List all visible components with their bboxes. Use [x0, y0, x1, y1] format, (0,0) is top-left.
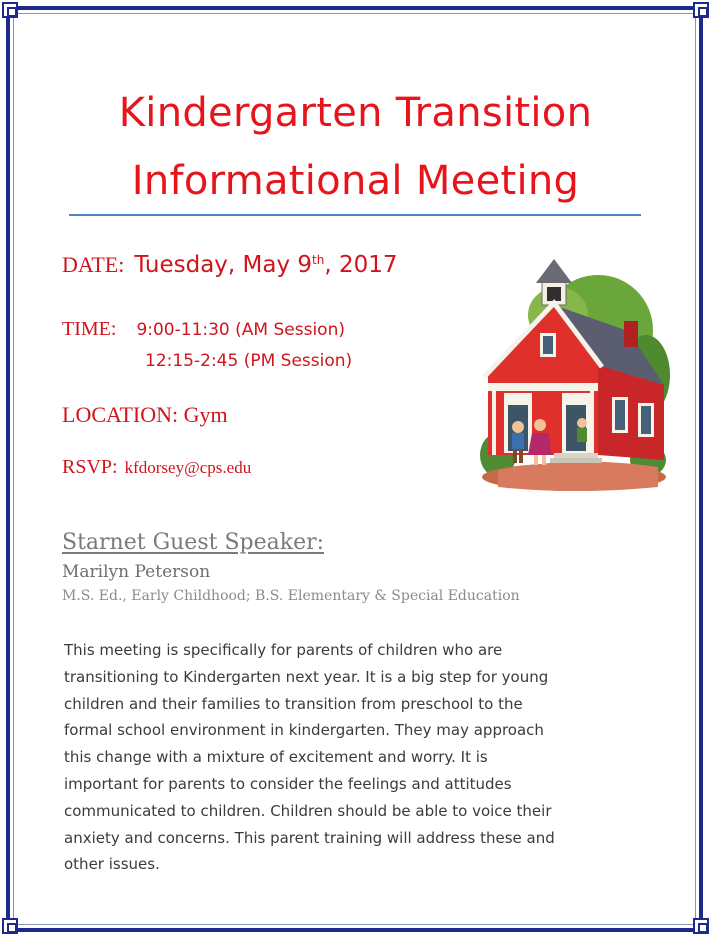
time-row — [62, 318, 345, 341]
title-line: Informational Meeting — [131, 157, 580, 204]
time-pm-session: 12:15-2:45 (PM Session) — [145, 351, 353, 371]
rsvp-email[interactable]: kfdorsey@cps.edu — [124, 458, 252, 477]
divider — [69, 214, 641, 216]
description-line: transitioning to Kindergarten next year. It is a big step for young — [64, 667, 549, 686]
description — [64, 637, 664, 878]
time-am-session: 9:00-11:30 (AM Session) — [136, 320, 345, 340]
corner-ornament — [2, 918, 18, 934]
corner-ornament — [2, 2, 18, 18]
location-row — [62, 402, 228, 428]
title-line: Kindergarten Transition — [118, 89, 593, 136]
speaker-name: Marilyn Peterson — [62, 562, 211, 582]
location-value: Gym — [183, 402, 228, 427]
description-line: children and their families to transition from preschool to the — [64, 694, 523, 713]
rsvp-row — [62, 456, 251, 479]
corner-ornament — [693, 2, 709, 18]
page-title — [40, 79, 671, 215]
date-value — [134, 252, 397, 278]
description-line: This meeting is specifically for parents of children who are — [64, 641, 503, 659]
schoolhouse-illustration — [478, 255, 670, 495]
description-line: anxiety and concerns. This parent training will address these and — [64, 828, 555, 847]
description-line: this change with a mixture of excitement and worry. It is — [64, 748, 488, 767]
description-line: important for parents to consider the feelings and attitudes — [64, 774, 512, 793]
date-value-main: Tuesday, May 9 — [134, 252, 313, 278]
description-line: communicated to children. Children should be able to voice their — [64, 801, 552, 820]
date-year: , 2017 — [324, 252, 398, 278]
speaker-heading: Starnet Guest Speaker: — [62, 530, 325, 555]
date-row — [62, 252, 398, 278]
location-label: LOCATION: — [62, 402, 179, 427]
rsvp-label: RSVP: — [62, 456, 118, 478]
time-label: TIME: — [62, 318, 117, 340]
description-line: other issues. — [64, 855, 160, 874]
date-ordinal: th — [312, 253, 325, 267]
description-line: formal school environment in kindergarten. They may approach — [64, 721, 544, 740]
date-label: DATE: — [62, 252, 125, 277]
corner-ornament — [693, 918, 709, 934]
speaker-credentials: M.S. Ed., Early Childhood; B.S. Elementary & Special Education — [62, 588, 520, 604]
